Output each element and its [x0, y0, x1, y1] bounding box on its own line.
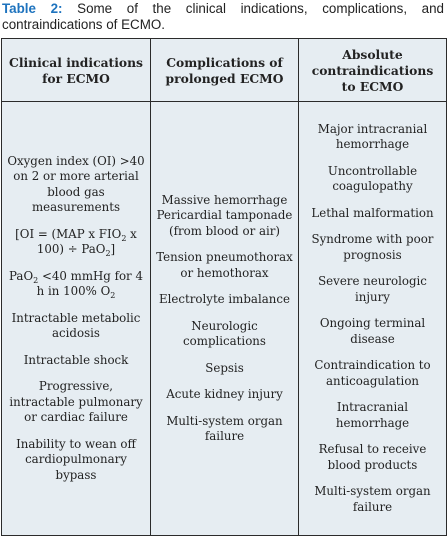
header-contraindications: Absolute contraindications to ECMO	[299, 39, 447, 102]
complication-item: Neurologic complications	[183, 318, 266, 348]
caption-label: Table 2:	[2, 1, 63, 16]
contraindication-item: Ongoing terminal disease	[319, 316, 426, 346]
body-row	[2, 102, 447, 536]
complication-item: Multi-system organ failure	[166, 413, 283, 443]
indication-bypass-wean: Inability to wean off cardiopulmonary bypass	[16, 436, 136, 482]
contraindication-item: Syndrome with poor prognosis	[311, 232, 434, 262]
complication-item: Sepsis	[205, 360, 244, 375]
contraindication-item: Major intracranial hemorrhage	[317, 121, 428, 152]
complication-item: Electrolyte imbalance	[159, 292, 290, 306]
complication-item: Massive hemorrhage	[161, 192, 288, 207]
indication-oxygen-index: Oxygen index (OI) >40 on 2 or more arterial blood gas measurements	[7, 153, 145, 215]
table-caption	[2, 1, 444, 33]
indication-oi-formula: [OI = (MAP x $FIO_2$ x 100) ÷ PaO$_2$]	[15, 226, 137, 259]
indication-shock: Intractable shock	[23, 352, 129, 367]
indication-metabolic-acidosis: Intractable metabolic acidosis	[11, 310, 141, 341]
contraindication-item: Refusal to receive blood products	[318, 442, 427, 472]
contraindications-cell	[299, 102, 447, 536]
header-complications: Complications of prolonged ECMO	[151, 39, 299, 102]
contraindication-item: Contraindication to anticoagulation	[314, 358, 431, 388]
complication-item: Pericardial tamponade (from blood or air)	[156, 208, 293, 238]
contraindication-item: Severe neurologic injury	[318, 274, 427, 304]
ecmo-table	[1, 38, 447, 536]
indications-cell	[2, 102, 151, 536]
indication-organ-failure: Progressive, intractable pulmonary or cardiac failure	[9, 379, 143, 425]
contraindication-item: Uncontrollable coagulopathy	[327, 163, 418, 194]
complication-item: Acute kidney injury	[166, 387, 283, 401]
complication-item: Tension pneumothorax or hemothorax	[156, 250, 293, 280]
caption-text: Some of the clinical indications, complications, and contraindications of ECMO.	[2, 1, 444, 32]
header-indications: Clinical indications for ECMO	[2, 39, 151, 102]
contraindication-item: Multi-system organ failure	[314, 484, 431, 514]
complications-cell	[151, 102, 299, 536]
contraindication-item: Intracranial hemorrhage	[335, 400, 410, 430]
header-row	[2, 39, 447, 102]
indication-pao2: PaO$_2$ <40 mmHg for 4 h in 100% $O_2$	[9, 268, 143, 301]
contraindication-item: Lethal malformation	[311, 205, 434, 220]
